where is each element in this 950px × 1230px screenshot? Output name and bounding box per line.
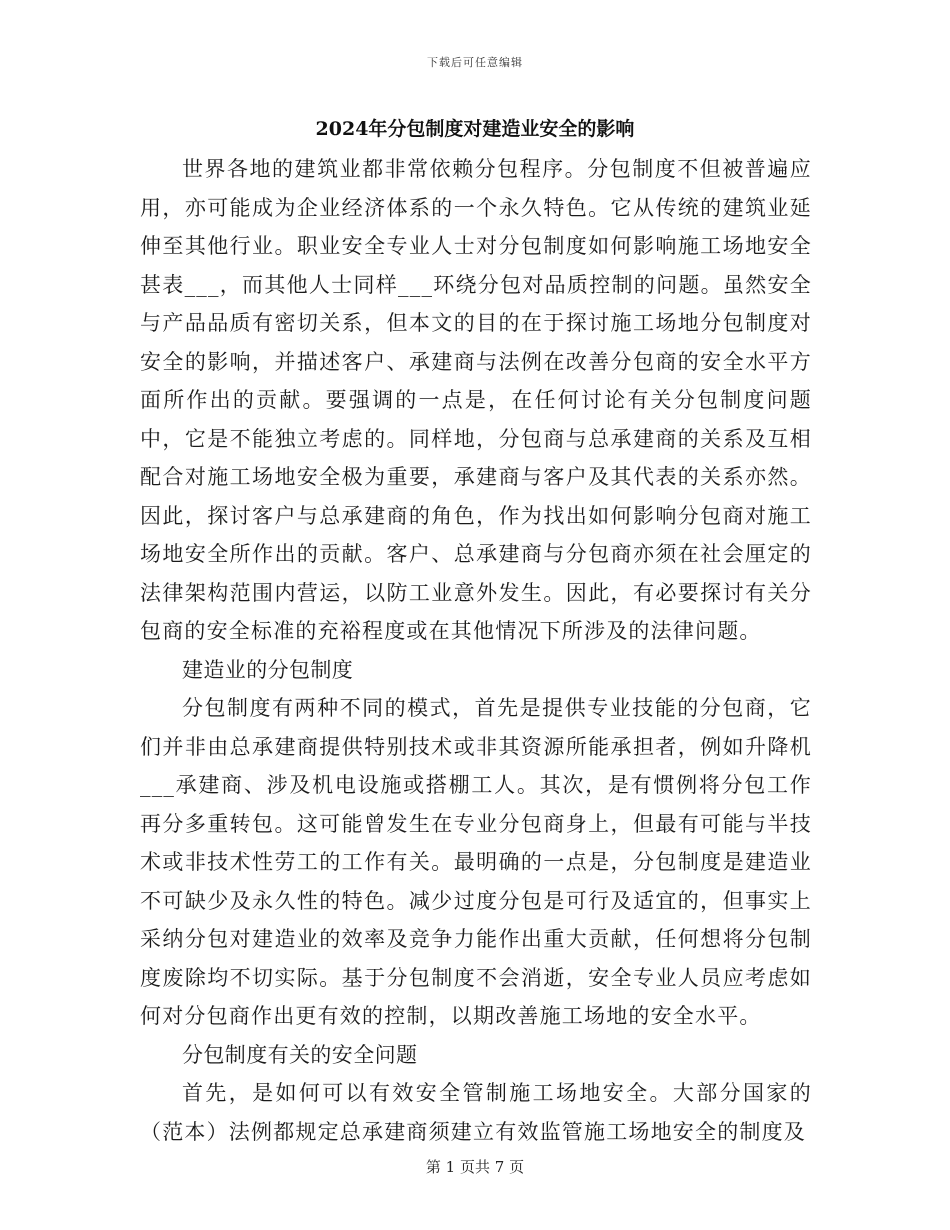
- document-body: [140, 150, 812, 1151]
- section-heading-subcontracting: 建造业的分包制度: [182, 657, 354, 682]
- body-paragraph-safety-issues: 首先，是如何可以有效安全管制施工场地安全。大部分国家的（范本）法例都规定总承建商须建立有效监管施工场地安全的制度及: [140, 1081, 812, 1144]
- body-paragraph-subcontracting: 分包制度有两种不同的模式，首先是提供专业技能的分包商，它们并非由总承建商提供特别技术或非其资源所能承担者，例如升降机___承建商、涉及机电设施或搭棚工人。其次，是有惯例将分包工作再分多重转包。这可能曾发生在专业分包商身上，但最有可能与半技术或非技术性劳工的工作有关。最明确的一点是，分包制度是建造业不可缺少及永久性的特色。减少过度分包是可行及适宜的，但事实上采纳分包对建造业的效率及竞争力能作出重大贡献，任何想将分包制度废除均不切实际。基于分包制度不会消逝，安全专业人员应考虑如何对分包商作出更有效的控制，以期改善施工场地的安全水平。: [140, 696, 812, 1028]
- page-number-footer: 第 1 页共 7 页: [425, 1158, 525, 1176]
- body-paragraph-intro: 世界各地的建筑业都非常依赖分包程序。分包制度不但被普遍应用，亦可能成为企业经济体系的一个永久特色。它从传统的建筑业延伸至其他行业。职业安全专业人士对分包制度如何影响施工场地安全甚表___，而其他人士同样___环绕分包对品质控制的问题。虽然安全与产品品质有密切关系，但本文的目的在于探讨施工场地分包制度对安全的影响，并描述客户、承建商与法例在改善分包商的安全水平方面所作出的贡献。要强调的一点是，在任何讨论有关分包制度问题中，它是不能独立考虑的。同样地，分包商与总承建商的关系及互相配合对施工场地安全极为重要，承建商与客户及其代表的关系亦然。因此，探讨客户与总承建商的角色，作为找出如何影响分包商对施工场地安全所作出的贡献。客户、总承建商与分包商亦须在社会厘定的法律架构范围内营运，以防工业意外发生。因此，有必要探讨有关分包商的安全标准的充裕程度或在其他情况下所涉及的法律问题。: [140, 157, 812, 643]
- document-title: 2024年分包制度对建造业安全的影响: [315, 118, 635, 140]
- section-heading-safety-issues: 分包制度有关的安全问题: [182, 1042, 418, 1067]
- header-note: 下载后可任意编辑: [427, 56, 523, 69]
